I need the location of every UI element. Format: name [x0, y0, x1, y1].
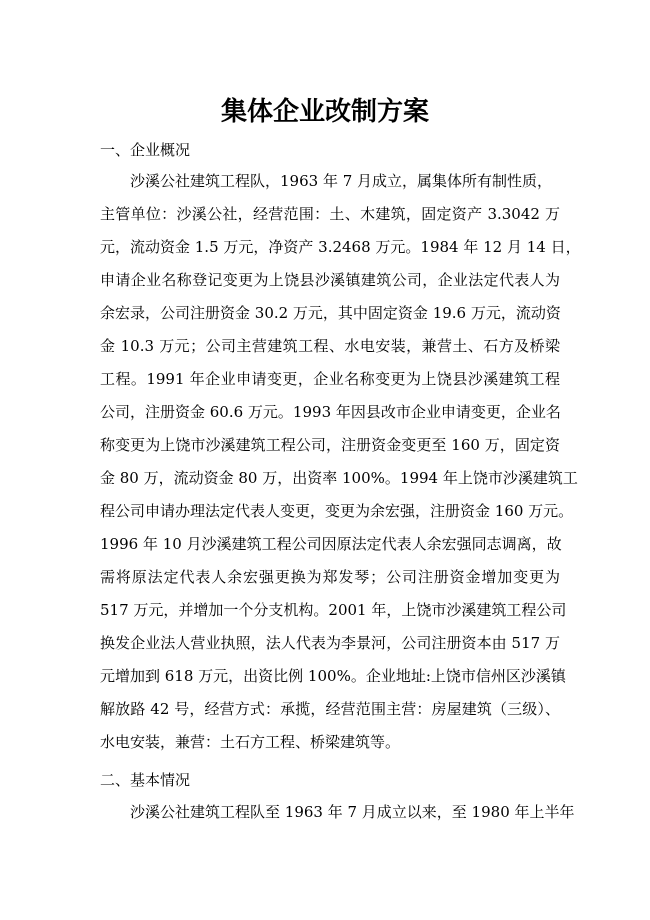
paragraph-line: 水电安装，兼营：土石方工程、桥梁建筑等。 [100, 733, 401, 751]
paragraph-line: 工程。1991 年企业申请变更，企业名称变更为上饶县沙溪建筑工程 [100, 370, 560, 388]
paragraph-line: 程公司申请办理法定代表人变更，变更为余宏强，注册资金 160 万元。 [100, 502, 574, 520]
paragraph-line: 需将原法定代表人余宏强更换为郑发琴；公司注册资金增加变更为 [100, 568, 560, 586]
paragraph-line: 金 10.3 万元；公司主营建筑工程、水电安装，兼营土、石方及桥梁 [100, 337, 560, 355]
paragraph-line: 金 80 万，流动资金 80 万，出资率 100%。1994 年上饶市沙溪建筑工 [100, 469, 578, 487]
paragraph-line: 元增加到 618 万元，出资比例 100%。企业地址:上饶市信州区沙溪镇 [100, 667, 566, 685]
paragraph-line: 申请企业名称登记变更为上饶县沙溪镇建筑公司，企业法定代表人为 [100, 271, 560, 289]
paragraph-line: 沙溪公社建筑工程队，1963 年 7 月成立，属集体所有制性质， [130, 172, 553, 190]
paragraph-line: 称变更为上饶市沙溪建筑工程公司，注册资金变更至 160 万，固定资 [100, 436, 560, 454]
paragraph-line: 换发企业法人营业执照，法人代表为李景河，公司注册资本由 517 万 [100, 634, 560, 652]
paragraph-line: 1996 年 10 月沙溪建筑工程公司因原法定代表人余宏强同志调离，故 [100, 535, 562, 553]
section-heading-overview: 一、企业概况 [100, 141, 191, 159]
paragraph-line: 元，流动资金 1.5 万元，净资产 3.2468 万元。1984 年 12 月 14 日， [100, 238, 581, 256]
paragraph-line: 余宏录，公司注册资金 30.2 万元，其中固定资金 19.6 万元，流动资 [100, 304, 561, 322]
section-heading-basic-info: 二、基本情况 [100, 771, 191, 789]
paragraph-line: 沙溪公社建筑工程队至 1963 年 7 月成立以来，至 1980 年上半年 [130, 803, 575, 821]
paragraph-line: 517 万元，并增加一个分支机构。2001 年，上饶市沙溪建筑工程公司 [100, 601, 567, 619]
paragraph-line: 主管单位：沙溪公社，经营范围：土、木建筑，固定资产 3.3042 万 [100, 205, 560, 223]
paragraph-line: 解放路 42 号，经营方式：承揽，经营范围主营：房屋建筑（三级）、 [100, 700, 560, 718]
document-title: 集体企业改制方案 [220, 97, 429, 127]
paragraph-line: 公司，注册资金 60.6 万元。1993 年因县改市企业申请变更，企业名 [100, 403, 561, 421]
